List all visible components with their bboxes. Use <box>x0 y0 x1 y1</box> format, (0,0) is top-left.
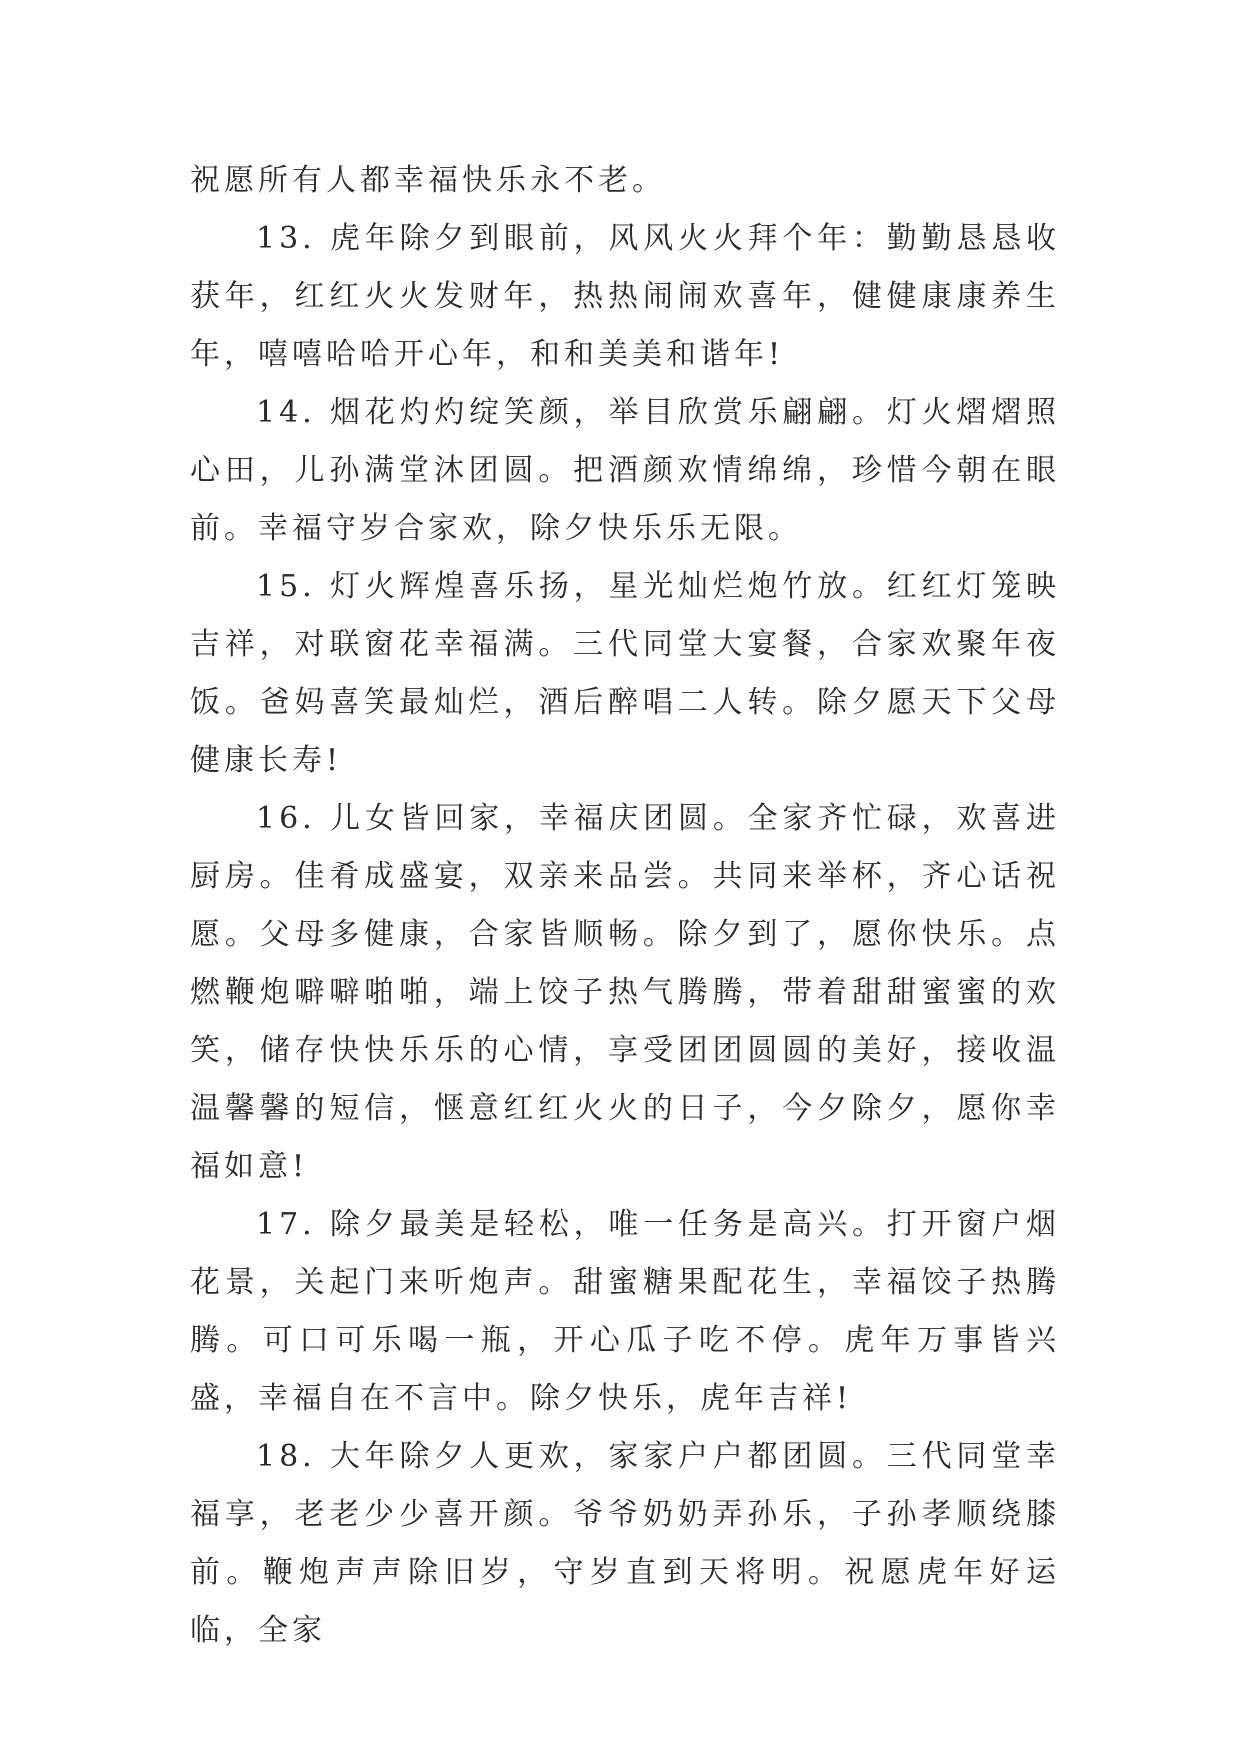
paragraph-15: 15. 灯火辉煌喜乐扬，星光灿烂炮竹放。红红灯笼映吉祥，对联窗花幸福满。三代同堂大宴餐，合家欢聚年夜饭。爸妈喜笑最灿烂，酒后醉唱二人转。除夕愿天下父母健康长寿! <box>190 569 1060 778</box>
paragraph-continued: 祝愿所有人都幸福快乐永不老。 <box>190 163 666 198</box>
paragraph-13: 13. 虎年除夕到眼前，风风火火拜个年：勤勤恳恳收获年，红红火火发财年，热热闹闹欢喜年，健健康康养生年，嘻嘻哈哈开心年，和和美美和谐年! <box>190 221 1060 372</box>
paragraph-17: 17. 除夕最美是轻松，唯一任务是高兴。打开窗户烟花景，关起门来听炮声。甜蜜糖果配花生，幸福饺子热腾腾。可口可乐喝一瓶，开心瓜子吃不停。虎年万事皆兴盛，幸福自在不言中。除夕快乐，虎年吉祥! <box>190 1207 1060 1416</box>
document-body <box>190 152 1060 1660</box>
paragraph-16: 16. 儿女皆回家，幸福庆团圆。全家齐忙碌，欢喜进厨房。佳肴成盛宴，双亲来品尝。共同来举杯，齐心话祝愿。父母多健康，合家皆顺畅。除夕到了，愿你快乐。点燃鞭炮噼噼啪啪，端上饺子热气腾腾，带着甜甜蜜蜜的欢笑，储存快快乐乐的心情，享受团团圆圆的美好，接收温温馨馨的短信，惬意红红火火的日子，今夕除夕，愿你幸福如意! <box>190 801 1060 1184</box>
paragraph-18: 18. 大年除夕人更欢，家家户户都团圆。三代同堂幸福享，老老少少喜开颜。爷爷奶奶弄孙乐，子孙孝顺绕膝前。鞭炮声声除旧岁，守岁直到天将明。祝愿虎年好运临，全家 <box>190 1439 1060 1648</box>
paragraph-14: 14. 烟花灼灼绽笑颜，举目欣赏乐翩翩。灯火熠熠照心田，儿孙满堂沐团圆。把酒颜欢情绵绵，珍惜今朝在眼前。幸福守岁合家欢，除夕快乐乐无限。 <box>190 395 1060 546</box>
